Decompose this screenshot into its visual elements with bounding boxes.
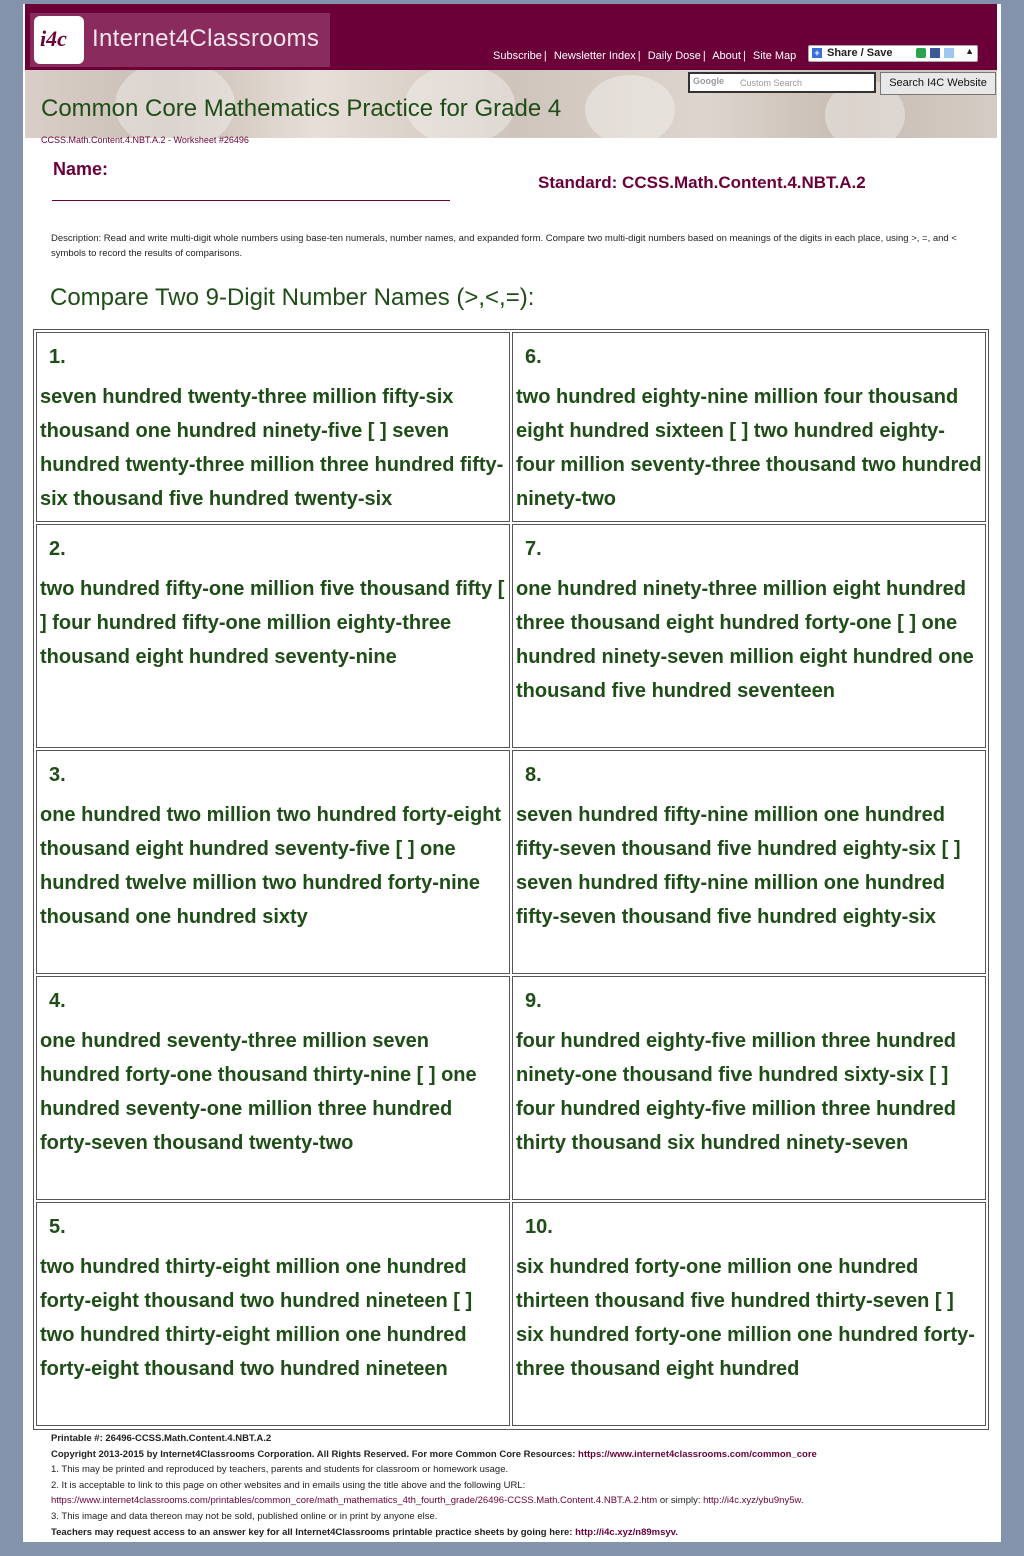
common-core-link[interactable]: https://www.internet4classrooms.com/common_core xyxy=(578,1448,817,1460)
problem-text: seven hundred twenty-three million fifty-six thousand one hundred ninety-five [ ] seven hundred twenty-three million three hundred fifty-six thousand five hundred twenty-six xyxy=(40,386,504,510)
facebook-icon xyxy=(930,48,940,58)
page-title: Common Core Mathematics Practice for Grade 4 xyxy=(41,95,562,122)
share-label: Share / Save xyxy=(827,47,893,59)
problem-number: 9. xyxy=(525,990,542,1012)
logo-text: Internet4Classrooms xyxy=(92,25,320,52)
search-placeholder: Custom Search xyxy=(740,78,803,88)
problem-number: 8. xyxy=(525,764,542,786)
problem-text: two hundred fifty-one million five thousand fifty [ ] four hundred fifty-one million eighty-three thousand eight hundred seventy-nine xyxy=(40,578,505,668)
problem-text: one hundred ninety-three million eight hundred three thousand eight hundred forty-one [ ] one hundred ninety-seven million eight hundred one thousand five hundred seventeen xyxy=(516,578,974,702)
top-nav: Subscribe | Newsletter Index | Daily Dose | About | Site Map xyxy=(493,50,797,62)
problem-cell xyxy=(512,976,986,1200)
nav-link-about[interactable]: About xyxy=(712,50,741,62)
nav-link-daily-dose[interactable]: Daily Dose xyxy=(647,50,701,62)
problem-cell xyxy=(512,1202,986,1426)
problem-grid xyxy=(33,329,989,1430)
name-line xyxy=(52,200,450,201)
problem-cell xyxy=(36,750,510,974)
or-simply-text: or simply: xyxy=(657,1495,704,1507)
site-logo[interactable] xyxy=(30,13,330,67)
search-input[interactable] xyxy=(688,72,876,93)
chevron-updown-icon: ▲ xyxy=(965,46,974,56)
problem-number: 7. xyxy=(525,538,542,560)
nav-link-site-map[interactable]: Site Map xyxy=(752,50,797,62)
problem-number: 1. xyxy=(49,346,66,368)
share-save-button[interactable] xyxy=(808,45,978,62)
name-label: Name: xyxy=(53,159,109,179)
problem-cell xyxy=(36,332,510,522)
problem-cell xyxy=(512,524,986,748)
search-button[interactable]: Search I4C Website xyxy=(880,72,996,95)
problem-text: seven hundred fifty-nine million one hundred fifty-seven thousand five hundred eighty-six [ ] seven hundred fifty-nine million one hundred fifty-seven thousand five hundred eighty-six xyxy=(516,804,961,928)
problem-cell xyxy=(36,1202,510,1426)
description: Description: Read and write multi-digit whole numbers using base-ten numerals, number names, and expanded form. Compare two multi-digit numbers based on meanings of the digits in each place, using >, =, and < symbols to record the results of comparisons. xyxy=(51,233,957,259)
nav-link-newsletter-index[interactable]: Newsletter Index xyxy=(553,50,636,62)
i4c-logo-icon xyxy=(34,16,84,64)
problem-text: one hundred seventy-three million seven hundred forty-one thousand thirty-nine [ ] one hundred seventy-one million three hundred forty-seven thousand twenty-two xyxy=(40,1030,477,1154)
email-share-icon xyxy=(916,48,926,58)
google-brand: Google xyxy=(693,76,724,86)
twitter-icon xyxy=(944,48,954,58)
worksheet-page xyxy=(23,4,1001,1542)
problem-number: 6. xyxy=(525,346,542,368)
usage-note-3: 3. This image and data thereon may not be sold, published online or in print by anyone else. xyxy=(51,1510,438,1522)
site-header xyxy=(25,4,997,70)
problem-text: four hundred eighty-five million three hundred ninety-one thousand five hundred sixty-six [ ] four hundred eighty-five million three hundred thirty thousand six hundred ninety-seven xyxy=(516,1030,957,1154)
problem-text: two hundred thirty-eight million one hundred forty-eight thousand two hundred nineteen [ ] two hundred thirty-eight million one hundred forty-eight thousand two hundred nineteen xyxy=(40,1256,473,1380)
worksheet-link[interactable]: https://www.internet4classrooms.com/printables/common_core/math_mathematics_4th_fourth_grade/26496-CCSS.Math.Content.4.NBT.A.2.htm xyxy=(51,1495,658,1507)
problem-text: one hundred two million two hundred forty-eight thousand eight hundred seventy-five [ ] one hundred twelve million two hundred forty-nine thousand one hundred sixty xyxy=(40,804,502,928)
problem-cell xyxy=(512,332,986,522)
section-title: Compare Two 9-Digit Number Names (>,<,=): xyxy=(50,284,535,311)
problem-number: 5. xyxy=(49,1216,66,1238)
short-link[interactable]: http://i4c.xyz/ybu9ny5w xyxy=(703,1495,801,1507)
plus-icon: + xyxy=(812,48,822,58)
answer-key-text: Teachers may request access to an answer key for all Internet4Classrooms printable practice sheets by going here: xyxy=(51,1526,573,1538)
printable-number: Printable #: 26496-CCSS.Math.Content.4.NBT.A.2 xyxy=(51,1433,272,1444)
footer xyxy=(51,1431,991,1540)
problem-cell xyxy=(36,976,510,1200)
worksheet-id: CCSS.Math.Content.4.NBT.A.2 - Worksheet #26496 xyxy=(41,135,249,145)
banner-photo-shape xyxy=(585,75,675,138)
problem-cell xyxy=(36,524,510,748)
nav-link-subscribe[interactable]: Subscribe xyxy=(493,50,542,62)
problem-cell xyxy=(512,750,986,974)
usage-note-2-urls: https://www.internet4classrooms.com/printables/common_core/math_mathematics_4th_fourth_grade/26496-CCSS.Math.Content.4.NBT.A.2.htm or simply: http://i4c.xyz/ybu9ny5w. xyxy=(51,1495,804,1507)
problem-number: 3. xyxy=(49,764,66,786)
problem-number: 4. xyxy=(49,990,66,1012)
copyright-text: Copyright 2013-2015 by Internet4Classrooms Corporation. All Rights Reserved. For more Common Core Resources: xyxy=(51,1448,576,1460)
problem-number: 10. xyxy=(525,1216,553,1238)
copyright-line xyxy=(51,1447,991,1463)
usage-note-2: 2. It is acceptable to link to this page on other websites and in emails using the title above and the following URL: xyxy=(51,1479,526,1491)
logo-badge-text: i4c xyxy=(40,26,67,51)
answer-key-link[interactable]: http://i4c.xyz/n89msyv xyxy=(575,1526,676,1538)
problem-text: six hundred forty-one million one hundred thirteen thousand five hundred thirty-seven [ ] six hundred forty-one million one hundred forty-three thousand eight hundred xyxy=(516,1256,975,1380)
standard-label: Standard: CCSS.Math.Content.4.NBT.A.2 xyxy=(538,173,866,192)
problem-number: 2. xyxy=(49,538,66,560)
usage-note-1: 1. This may be printed and reproduced by teachers, parents and students for classroom or homework usage. xyxy=(51,1464,509,1476)
answer-key-line: Teachers may request access to an answer key for all Internet4Classrooms printable practice sheets by going here: http://i4c.xyz/n89msyv. xyxy=(51,1526,678,1538)
problem-text: two hundred eighty-nine million four thousand eight hundred sixteen [ ] two hundred eighty-four million seventy-three thousand two hundred ninety-two xyxy=(516,386,982,510)
